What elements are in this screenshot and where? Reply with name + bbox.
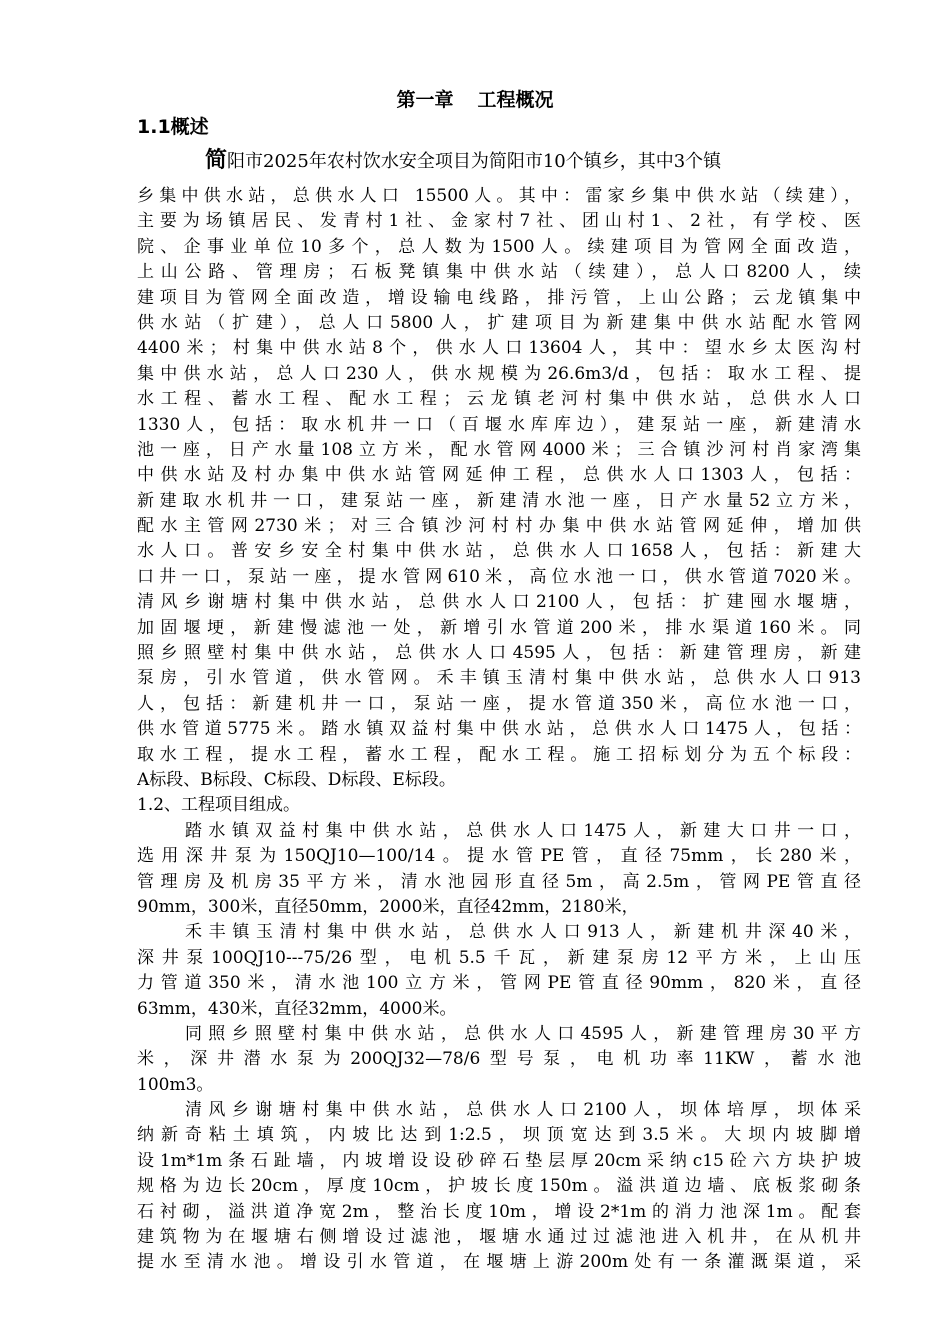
text-line: 池一座，日产水量108立方米，配水管网4000米；三合镇沙河村肖家湾集 <box>137 439 861 460</box>
chapter-title <box>0 88 950 112</box>
text-line: 禾丰镇玉清村集中供水站，总供水人口913人，新建机井深40米， <box>185 922 861 943</box>
text-line: 水人口。普安乡安全村集中供水站，总供水人口1658人，包括：新建大 <box>137 541 861 562</box>
text-line: 取水工程，提水工程，蓄水工程，配水工程。施工招标划分为五个标段： <box>137 744 861 765</box>
text-line: 供水管道5775米。踏水镇双益村集中供水站，总供水人口1475人，包括： <box>137 719 861 740</box>
text-line: 院、企事业单位10多个，总人数为1500人。续建项目为管网全面改造， <box>137 236 861 257</box>
text-line: 力管道350米，清水池100立方米，管网PE管直径90mm，820米，直径 <box>137 973 861 994</box>
text-line: 纳新奇粘土填筑，内坡比达到1:2.5，坝顶宽达到3.5米。大坝内坡脚增 <box>137 1125 861 1146</box>
text-line: 规格为边长20cm，厚度10cm，护坡长度150m。溢洪道边墙、底板浆砌条 <box>137 1176 861 1197</box>
text-line: 主要为场镇居民、发青村1社、金家村7社、团山村1、2社，有学校、医 <box>137 211 861 232</box>
section-heading-1-2: 1.2、工程项目组成。 <box>137 795 301 816</box>
text-line: 提水至清水池。增设引水管道，在堰塘上游200m处有一条灌溉渠道，采 <box>137 1252 861 1273</box>
text-line: 口井一口，泵站一座，提水管网610米，高位水池一口，供水管道7020米。 <box>137 566 861 587</box>
document-body <box>137 184 861 1276</box>
text-line: 选用深井泵为150QJ10—100/14。提水管PE管，直径75mm，长280米， <box>137 846 861 867</box>
text-line: 加固堰埂，新建慢滤池一处，新增引水管道200米，排水渠道160米。同 <box>137 617 861 638</box>
text-line: 乡集中供水站，总供水人口 15500人。其中：雷家乡集中供水站（续建）， <box>137 186 861 206</box>
chapter-name: 工程概况 <box>477 89 554 111</box>
text-line: A标段、B标段、C标段、D标段、E标段。 <box>137 769 456 790</box>
text-line: 63mm，430米，直径32mm，4000米。 <box>137 998 457 1019</box>
text-line: 照乡照壁村集中供水站，总供水人口4595人，包括：新建管理房，新建 <box>137 643 861 664</box>
text-line: 石衬砌，溢洪道净宽2m，整治长度10m，增设2*1m的消力池深1m。配套 <box>137 1201 861 1222</box>
text-line: 泵房，引水管道，供水管网。禾丰镇玉清村集中供水站，总供水人口913 <box>137 668 861 689</box>
text-line: 人，包括：新建机井一口，泵站一座，提水管道350米，高位水池一口， <box>137 693 861 714</box>
text-line: 管理房及机房35平方米，清水池园形直径5m，高2.5m，管网PE管直径 <box>137 871 861 892</box>
text-line: 深井泵100QJ10---75/26型，电机5.5千瓦，新建泵房12平方米，上山压 <box>137 947 861 968</box>
text-line: 建筑物为在堰塘右侧增设过滤池，堰塘水通过过滤池进入机井，在从机井 <box>137 1227 861 1248</box>
text-line: 设1m*1m条石趾墙，内坡增设设砂碎石垫层厚20cm采纳c15砼六方块护坡 <box>137 1150 861 1171</box>
intro-first-line <box>205 148 865 175</box>
text-line: 90mm，300米，直径50mm，2000米，直径42mm，2180米， <box>137 896 639 917</box>
text-line: 1330人，包括：取水机井一口（百堰水库库边），建泵站一座，新建清水 <box>137 414 861 435</box>
drop-cap: 简 <box>205 148 228 173</box>
text-line: 米，深井潜水泵为200QJ32—78/6型号泵，电机功率11KW，蓄水池 <box>137 1049 861 1070</box>
text-line: 清风乡谢塘村集中供水站，总供水人口2100人，包括：扩建囤水堰塘， <box>137 592 861 613</box>
chapter-number: 第一章 <box>396 89 454 111</box>
text-line: 清风乡谢塘村集中供水站，总供水人口2100人，坝体培厚，坝体采 <box>185 1100 861 1121</box>
intro-first-line-text: 阳市2025年农村饮水安全项目为简阳市10个镇乡，其中3个镇 <box>227 151 722 172</box>
text-line: 中供水站及村办集中供水站管网延伸工程，总供水人口1303人，包括： <box>137 465 861 486</box>
text-line: 100m3。 <box>137 1074 214 1095</box>
text-line: 建项目为管网全面改造，增设输电线路，排污管，上山公路；云龙镇集中 <box>137 287 861 308</box>
text-line: 配水主管网2730米；对三合镇沙河村村办集中供水站管网延伸，增加供 <box>137 516 861 537</box>
text-line: 集中供水站，总人口230人，供水规模为26.6m3/d，包括：取水工程、提 <box>137 363 861 384</box>
text-line: 同照乡照壁村集中供水站，总供水人口4595人，新建管理房30平方 <box>185 1023 861 1044</box>
text-line: 4400米；村集中供水站8个，供水人口13604人，其中：望水乡太医沟村 <box>137 338 861 359</box>
text-line: 水工程、蓄水工程、配水工程；云龙镇老河村集中供水站，总供水人口 <box>137 389 861 410</box>
text-line: 新建取水机井一口，建泵站一座，新建清水池一座，日产水量52立方米， <box>137 490 861 511</box>
section-heading-1-1: 1.1概述 <box>137 116 209 138</box>
text-line: 供水站（扩建），总人口5800人，扩建项目为新建集中供水站配水管网 <box>137 312 861 333</box>
text-line: 踏水镇双益村集中供水站，总供水人口1475人，新建大口井一口， <box>185 820 861 841</box>
text-line: 上山公路、管理房；石板凳镇集中供水站（续建），总人口8200人，续 <box>137 262 861 283</box>
